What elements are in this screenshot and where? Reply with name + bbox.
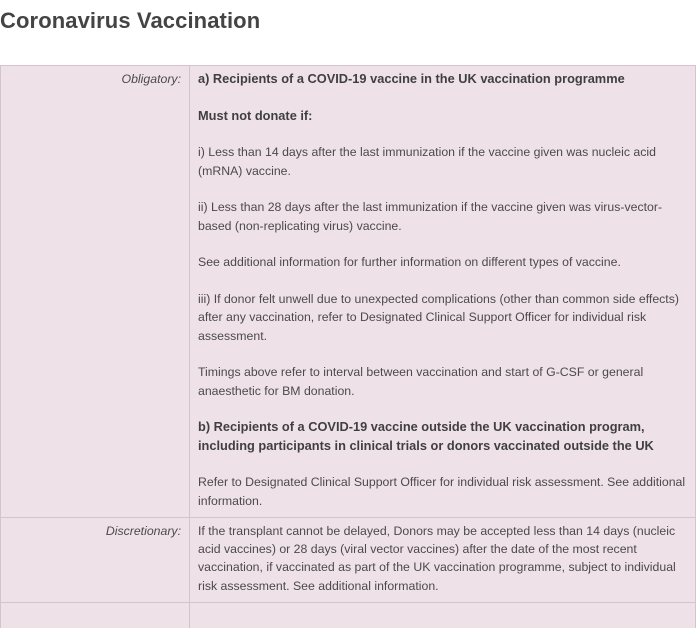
- see-additional-text: See additional information for further information on different types of vaccine.: [198, 255, 621, 270]
- next-row-label-cell: [1, 603, 190, 628]
- guidance-table: [0, 65, 696, 628]
- discretionary-content: [190, 517, 696, 602]
- discretionary-row: [1, 517, 696, 602]
- timings-text: Timings above refer to interval between vaccination and start of G-CSF or general anaesthetic for BM donation.: [198, 365, 644, 398]
- discretionary-label: Discretionary:: [1, 517, 190, 602]
- rule-iii-text: iii) If donor felt unwell due to unexpected complications (other than common side effects) after any vaccination, refer to Designated Clinical Support Officer for individual risk assessment.: [198, 292, 679, 343]
- section-a-heading: a) Recipients of a COVID-19 vaccine in the UK vaccination programme: [198, 71, 625, 86]
- discretionary-text: If the transplant cannot be delayed, Donors may be accepted less than 14 days (nucleic acid vaccines) or 28 days (viral vector vaccines) after the date of the most recent vaccination, if vaccinated as part of the UK vaccination programme, subject to individual risk assessment. See additional information.: [198, 523, 676, 593]
- obligatory-row: [1, 66, 696, 518]
- rule-i-text: i) Less than 14 days after the last immunization if the vaccine given was nucleic acid (mRNA) vaccine.: [198, 145, 656, 178]
- next-row-partial: [1, 603, 696, 628]
- refer-dcso-text: Refer to Designated Clinical Support Officer for individual risk assessment. See additional information.: [198, 475, 686, 508]
- rule-ii-text: ii) Less than 28 days after the last immunization if the vaccine given was virus-vector-based (non-replicating virus) vaccine.: [198, 200, 663, 233]
- page-title: Coronavirus Vaccination: [0, 8, 261, 33]
- obligatory-label: Obligatory:: [1, 66, 190, 518]
- next-row-content-cell: [190, 603, 696, 628]
- must-not-donate-heading: Must not donate if:: [198, 107, 313, 123]
- obligatory-content: [190, 66, 696, 518]
- section-b-heading: b) Recipients of a COVID-19 vaccine outside the UK vaccination program, including participants in clinical trials or donors vaccinated outside the UK: [198, 419, 654, 453]
